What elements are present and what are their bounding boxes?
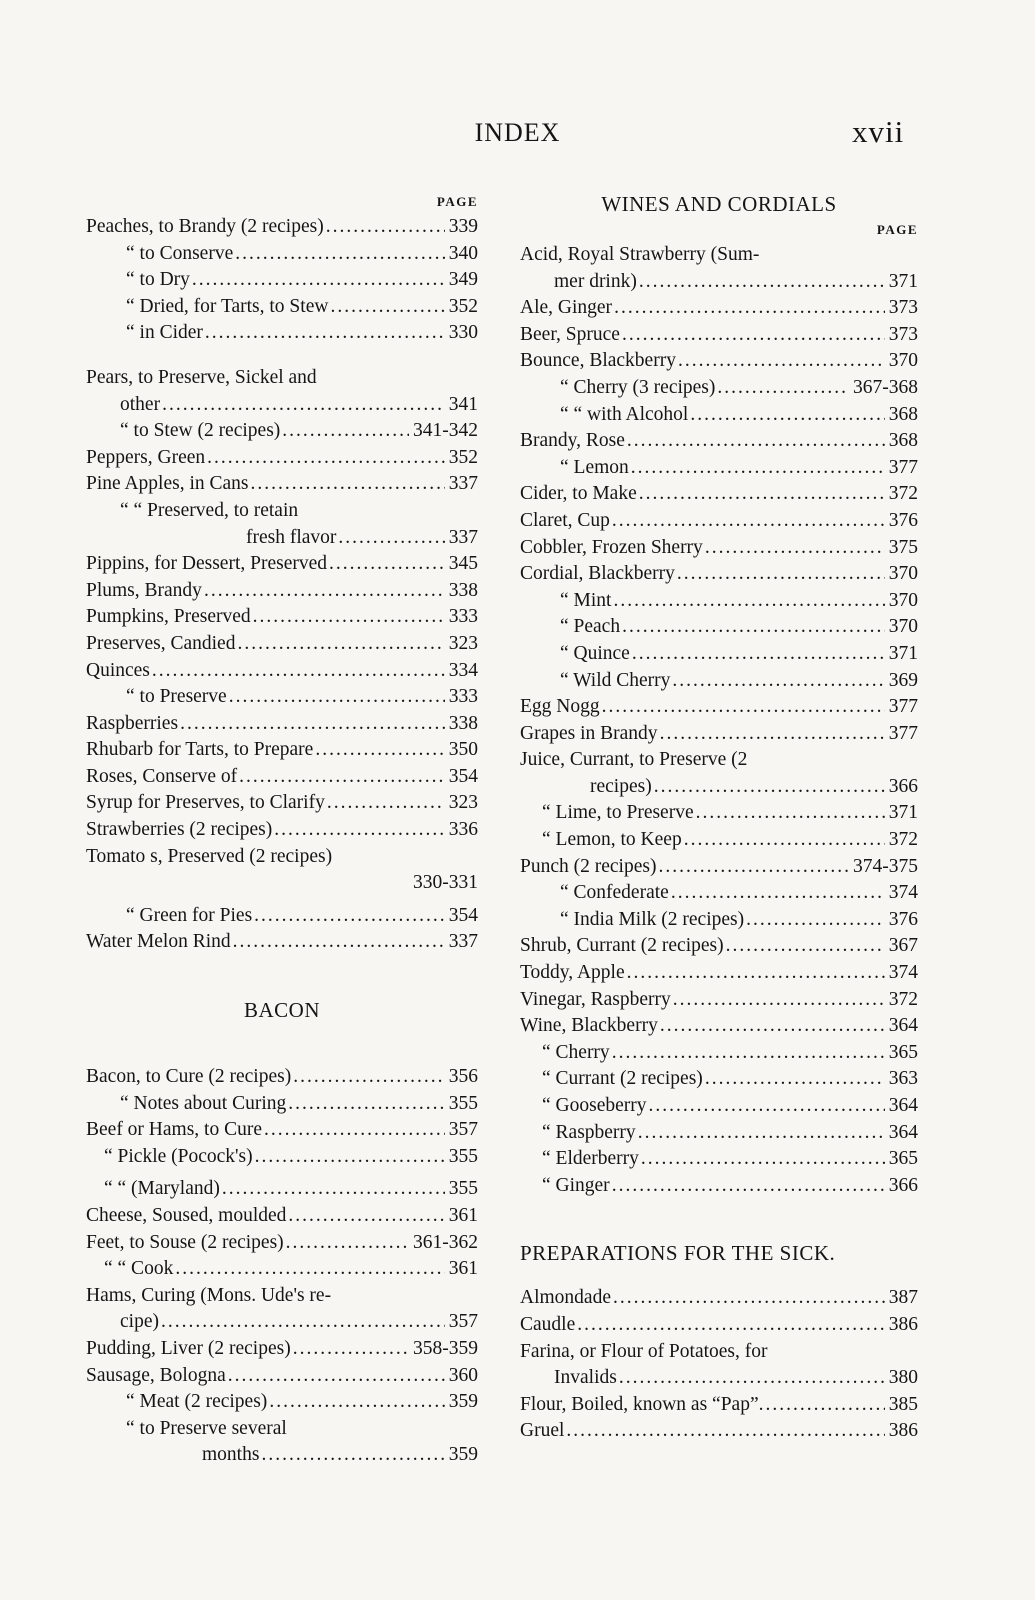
- index-entry: Preserves, Candied ..... 323: [86, 631, 478, 658]
- index-entry: “ Quince ..... 371: [520, 641, 918, 668]
- index-entry: Beer, Spruce ..... 373: [520, 322, 918, 349]
- index-entry: “ Cherry (3 recipes) ..... 367-368: [520, 375, 918, 402]
- index-entry: Caudle ..... 386: [520, 1312, 918, 1339]
- spacer: [520, 1199, 918, 1239]
- right-column: [520, 190, 918, 1445]
- index-entry: Cobbler, Frozen Sherry ..... 375: [520, 535, 918, 562]
- index-entry: “ Pickle (Pocock's) ..... 355: [86, 1144, 478, 1171]
- index-entry: “ Elderberry ..... 365: [520, 1146, 918, 1173]
- index-entry: Peppers, Green ..... 352: [86, 445, 478, 472]
- index-entry-line: “ to Preserve several: [126, 1417, 287, 1439]
- section-title-wines: WINES AND CORDIALS: [601, 192, 837, 216]
- index-entry: Pine Apples, in Cans ..... 337: [86, 471, 478, 498]
- index-entry: Pudding, Liver (2 recipes) ..... 358-359: [86, 1336, 478, 1363]
- index-entry: “ Lime, to Preserve ..... 371: [520, 800, 918, 827]
- index-entry: Rhubarb for Tarts, to Prepare ..... 350: [86, 737, 478, 764]
- index-entry: “ Meat (2 recipes) ..... 359: [86, 1389, 478, 1416]
- index-entry: Shrub, Currant (2 recipes) ..... 367: [520, 933, 918, 960]
- index-entry: Strawberries (2 recipes) ..... 336: [86, 817, 478, 844]
- spacer: [86, 347, 478, 365]
- index-entry: Quinces ..... 334: [86, 658, 478, 685]
- index-entry: Cordial, Blackberry ..... 370: [520, 561, 918, 588]
- page-number: xvii: [852, 114, 905, 149]
- running-title: INDEX: [474, 118, 561, 147]
- index-entry: “ Dried, for Tarts, to Stew ..... 352: [86, 294, 478, 321]
- index-entry: Feet, to Souse (2 recipes) ..... 361-362: [86, 1230, 478, 1257]
- page-column-heading: PAGE: [436, 194, 478, 209]
- index-entry-line: Pears, to Preserve, Sickel and: [86, 366, 317, 388]
- index-entry-line: Juice, Currant, to Preserve (2: [520, 749, 748, 771]
- index-entry: “ Wild Cherry ..... 369: [520, 668, 918, 695]
- index-entry: other ..... 341: [86, 392, 478, 419]
- index-entry: Toddy, Apple ..... 374: [520, 960, 918, 987]
- index-entry: Pumpkins, Preserved ..... 333: [86, 604, 478, 631]
- index-entry: Ale, Ginger ..... 373: [520, 295, 918, 322]
- index-entry: “ to Stew (2 recipes) ..... 341-342: [86, 418, 478, 445]
- index-entry: Roses, Conserve of ..... 354: [86, 764, 478, 791]
- index-entry: “ “ Cook ..... 361: [86, 1256, 478, 1283]
- index-entry: Brandy, Rose ..... 368: [520, 428, 918, 455]
- index-entry: Punch (2 recipes) ..... 374-375: [520, 854, 918, 881]
- index-entry: Bounce, Blackberry ..... 370: [520, 348, 918, 375]
- index-entry: Gruel ..... 386: [520, 1418, 918, 1445]
- index-entry: Egg Nogg ..... 377: [520, 694, 918, 721]
- index-entry: “ Raspberry ..... 364: [520, 1120, 918, 1147]
- spacer: [86, 956, 478, 996]
- index-entry: Raspberries ..... 338: [86, 711, 478, 738]
- index-entry: “ to Conserve ..... 340: [86, 241, 478, 268]
- index-entry-line: “ “ Preserved, to retain: [120, 499, 299, 521]
- left-column: [86, 190, 478, 1469]
- index-entry: Plums, Brandy ..... 338: [86, 578, 478, 605]
- index-entry: “ Confederate ..... 374: [520, 880, 918, 907]
- index-entry: “ Cherry ..... 365: [520, 1040, 918, 1067]
- index-entry: Peaches, to Brandy (2 recipes) ..... 339: [86, 214, 478, 241]
- index-entry-line: Farina, or Flour of Potatoes, for: [520, 1340, 768, 1362]
- section-title-bacon: BACON: [243, 998, 320, 1023]
- index-entry: Claret, Cup ..... 376: [520, 508, 918, 535]
- index-entry: recipes) ..... 366: [520, 774, 918, 801]
- index-entry: “ Ginger ..... 366: [520, 1173, 918, 1200]
- index-entry: Sausage, Bologna ..... 360: [86, 1363, 478, 1390]
- index-entry: “ Mint ..... 370: [520, 588, 918, 615]
- index-entry: Vinegar, Raspberry ..... 372: [520, 987, 918, 1014]
- index-entry: Bacon, to Cure (2 recipes) ..... 356: [86, 1064, 478, 1091]
- index-entry: “ to Dry ..... 349: [86, 267, 478, 294]
- index-entry: “ Lemon ..... 377: [520, 455, 918, 482]
- index-entry: mer drink) ..... 371: [520, 269, 918, 296]
- index-entry: Grapes in Brandy ..... 377: [520, 721, 918, 748]
- index-entry: “ India Milk (2 recipes) ..... 376: [520, 907, 918, 934]
- index-entry: Almondade ..... 387: [520, 1285, 918, 1312]
- page-column-heading: PAGE: [876, 222, 918, 237]
- index-entry: Invalids ..... 380: [520, 1365, 918, 1392]
- index-entry: “ Lemon, to Keep ..... 372: [520, 827, 918, 854]
- index-entry: “ Peach ..... 370: [520, 614, 918, 641]
- index-entry: “ “ with Alcohol ..... 368: [520, 402, 918, 429]
- index-entry: fresh flavor ..... 337: [86, 525, 478, 552]
- index-entry: “ Notes about Curing ..... 355: [86, 1091, 478, 1118]
- index-entry: “ to Preserve ..... 333: [86, 684, 478, 711]
- index-entry: Pippins, for Dessert, Preserved ..... 345: [86, 551, 478, 578]
- index-entry: Syrup for Preserves, to Clarify ..... 323: [86, 790, 478, 817]
- index-entry: Beef or Hams, to Cure ..... 357: [86, 1117, 478, 1144]
- index-entry: cipe) ..... 357: [86, 1309, 478, 1336]
- index-entry: months ..... 359: [86, 1442, 478, 1469]
- index-entry: Cider, to Make ..... 372: [520, 481, 918, 508]
- spacer: [86, 1024, 478, 1064]
- index-entry: Flour, Boiled, known as “Pap”. ..... 385: [520, 1392, 918, 1419]
- spacer: [520, 1267, 918, 1285]
- index-entry: “ Currant (2 recipes) ..... 363: [520, 1066, 918, 1093]
- index-entry-line: Hams, Curing (Mons. Ude's re-: [86, 1284, 332, 1306]
- index-entry: “ Gooseberry ..... 364: [520, 1093, 918, 1120]
- index-entry: “ in Cider ..... 330: [86, 320, 478, 347]
- section-title-sick: PREPARATIONS FOR THE SICK.: [520, 1241, 836, 1266]
- index-entry: Water Melon Rind ..... 337: [86, 929, 478, 956]
- index-entry-line: Acid, Royal Strawberry (Sum-: [520, 244, 760, 265]
- index-entry: “ Green for Pies ..... 354: [86, 903, 478, 930]
- index-entry: Wine, Blackberry ..... 364: [520, 1013, 918, 1040]
- index-entry: “ “ (Maryland) ..... 355: [86, 1176, 478, 1203]
- index-entry-line: Tomato s, Preserved (2 recipes): [86, 845, 333, 867]
- index-entry: Cheese, Soused, moulded ..... 361: [86, 1203, 478, 1230]
- index-entry-page-range: 330-331: [413, 872, 478, 894]
